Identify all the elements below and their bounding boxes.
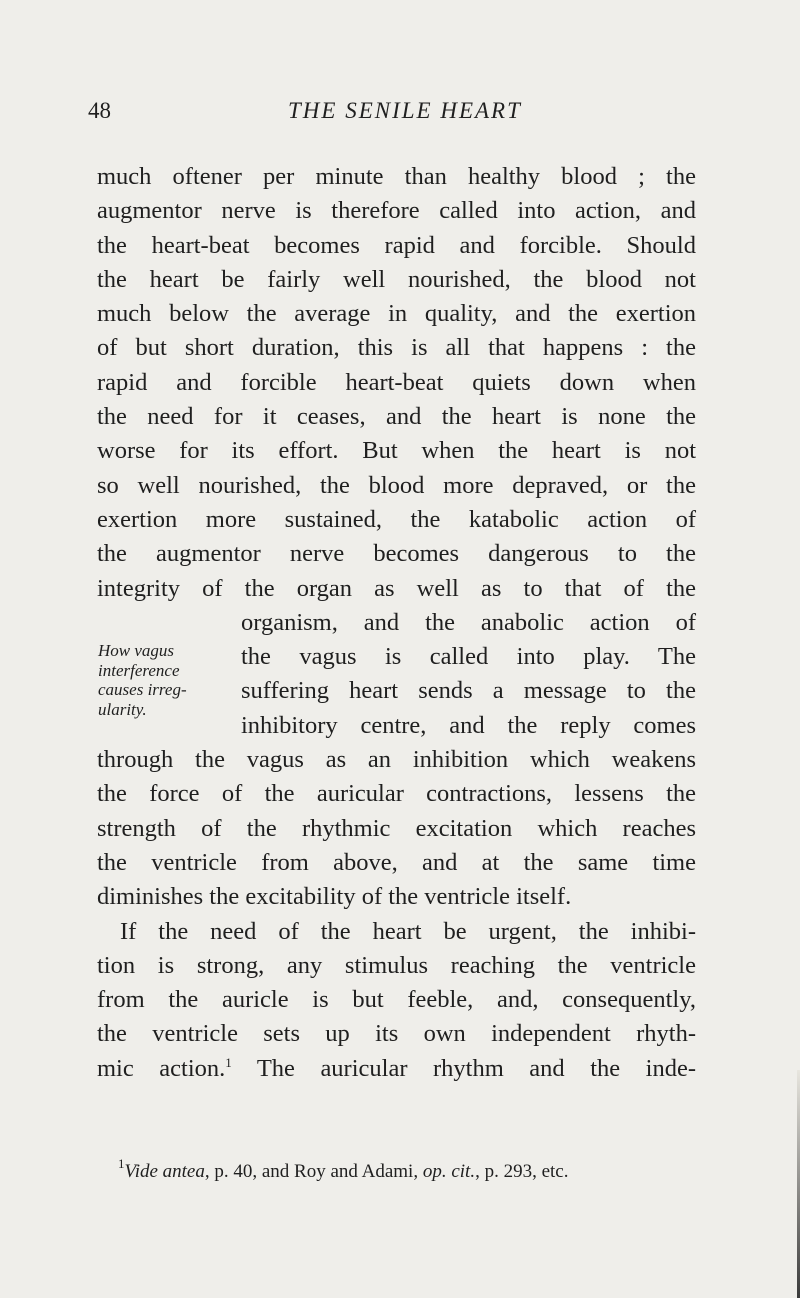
- text-line: diminishes the excitability of the ventricle itself.: [97, 883, 572, 911]
- margin-note-line: How vagus: [98, 641, 175, 660]
- text-line: augmentor nerve is therefore called into action, and: [97, 197, 696, 225]
- text-line: tion is strong, any stimulus reaching the ventricle: [97, 951, 696, 979]
- text-line: strength of the rhythmic excitation which reaches: [97, 814, 696, 842]
- footnote-marker: 1: [118, 1156, 125, 1171]
- text-line: integrity of the organ as well as to that of the: [97, 574, 696, 602]
- text-line-with-footnote: [97, 1052, 696, 1086]
- text-line: exertion more sustained, the katabolic action of: [97, 505, 696, 533]
- text-line: inhibitory centre, and the reply comes: [241, 711, 696, 739]
- page-header: [88, 92, 708, 132]
- footnote-vide-antea: Vide antea: [124, 1161, 205, 1182]
- text-fragment: mic action.: [97, 1054, 226, 1082]
- text-fragment: The auricular rhythm and the inde-: [256, 1054, 696, 1082]
- margin-note-line: ularity.: [98, 699, 147, 719]
- footnote: [118, 1156, 698, 1183]
- margin-note-line: interference: [98, 660, 180, 680]
- text-line: the ventricle sets up its own independent rhyth-: [97, 1020, 696, 1048]
- text-line: organism, and the anabolic action of: [241, 608, 696, 636]
- text-line: rapid and forcible heart-beat quiets down when: [97, 368, 696, 396]
- text-line: through the vagus as an inhibition which weakens: [97, 746, 696, 774]
- text-line: worse for its effort. But when the heart is not: [97, 437, 696, 465]
- text-line: the augmentor nerve becomes dangerous to the: [97, 540, 696, 568]
- margin-note-line: causes irreg-: [98, 680, 187, 699]
- text-line: so well nourished, the blood more depraved, or the: [97, 471, 696, 499]
- running-title: THE SENILE HEART: [288, 98, 522, 123]
- footnote-reference: 1: [225, 1054, 232, 1070]
- text-line: of but short duration, this is all that happens : the: [97, 334, 696, 362]
- text-line: much oftener per minute than healthy blood ; the: [97, 163, 696, 190]
- footnote-text: , p. 293, etc.: [475, 1161, 569, 1182]
- text-line: the ventricle from above, and at the same time: [97, 848, 696, 876]
- page-number: 48: [88, 98, 111, 123]
- text-line: the heart-beat becomes rapid and forcible. Should: [97, 231, 696, 259]
- text-line: If the need of the heart be urgent, the inhibi-: [120, 917, 696, 945]
- text-line: the vagus is called into play. The: [241, 643, 696, 671]
- text-line: the heart be fairly well nourished, the blood not: [97, 265, 696, 293]
- footnote-op-cit: op. cit.: [422, 1161, 476, 1182]
- text-line: much below the average in quality, and the exertion: [97, 300, 696, 328]
- text-line: the need for it ceases, and the heart is none the: [97, 403, 696, 431]
- text-line: suffering heart sends a message to the: [241, 677, 696, 705]
- body-text: [97, 160, 696, 1086]
- text-line: from the auricle is but feeble, and, consequently,: [97, 986, 696, 1014]
- text-line: the force of the auricular contractions, lessens the: [97, 780, 696, 808]
- footnote-text: , p. 40, and Roy and Adami,: [204, 1161, 419, 1182]
